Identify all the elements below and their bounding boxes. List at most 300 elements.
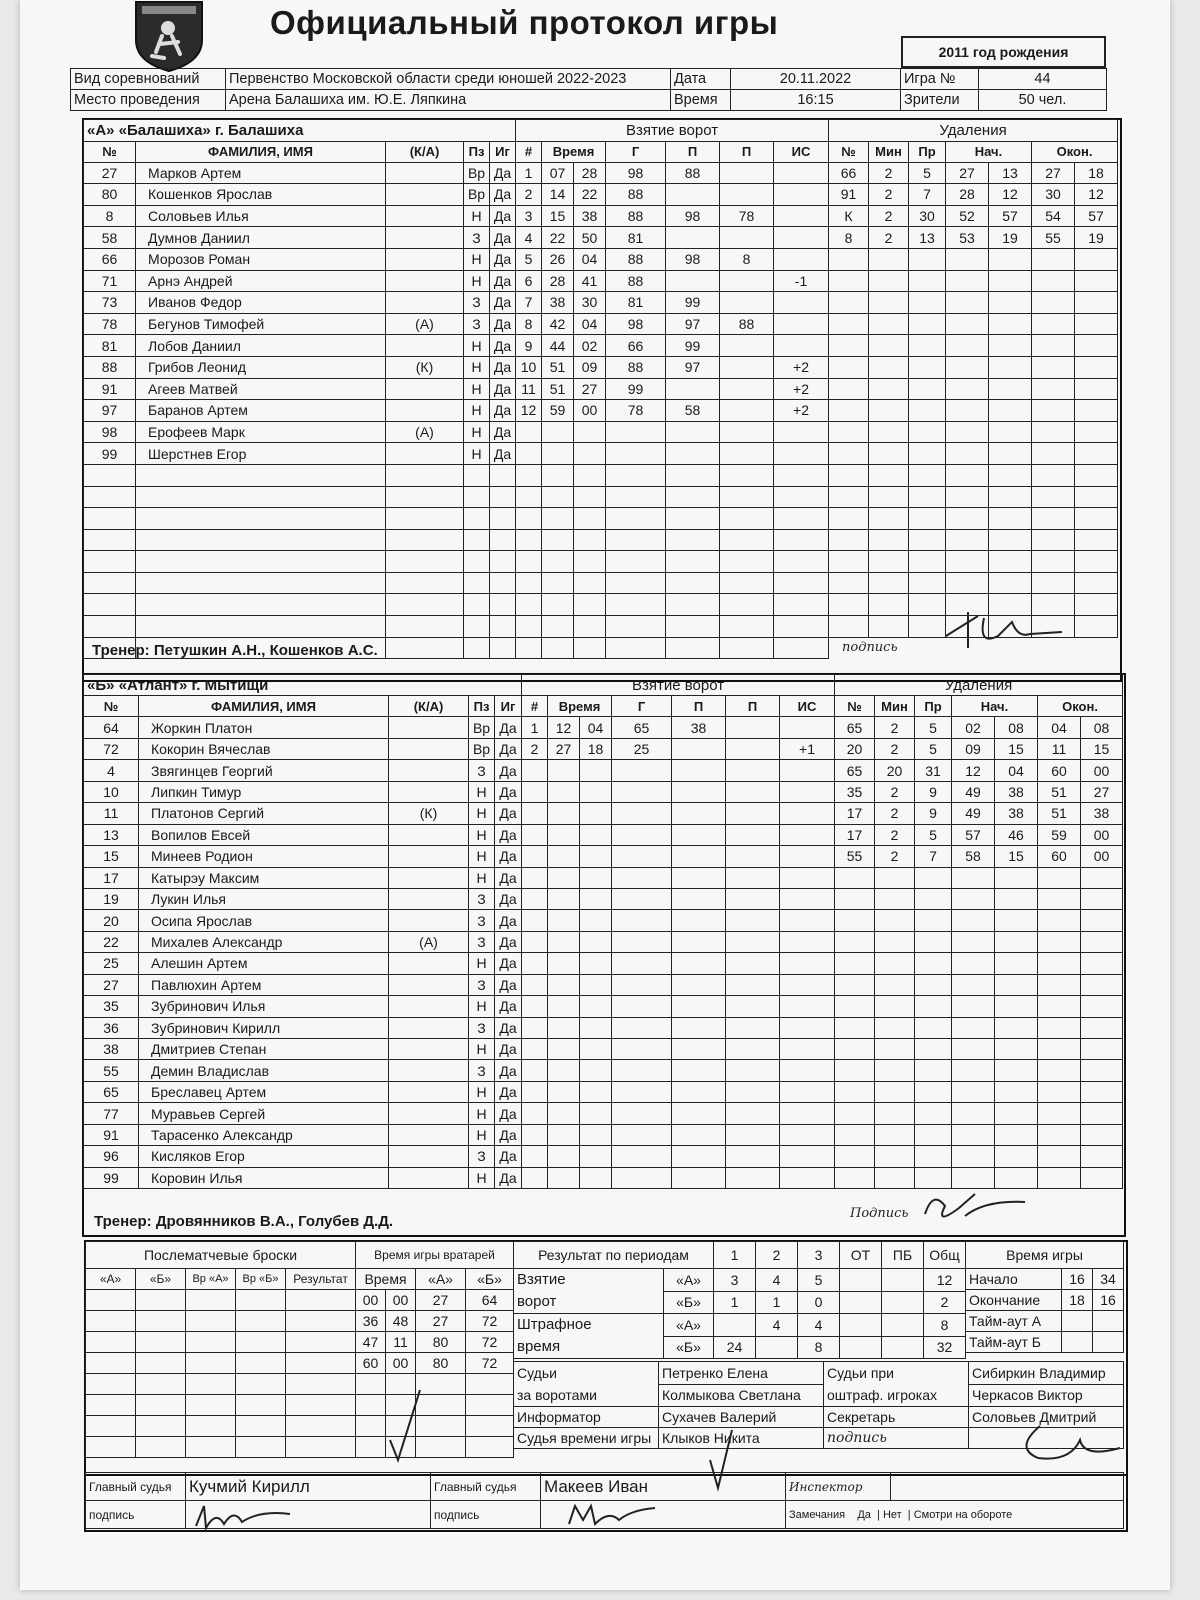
goal-strength [780,910,835,931]
penalty-start-min [946,378,989,400]
col-captain: (К/А) [386,141,464,162]
penalty-end-min: 51 [1038,781,1081,802]
player-role [389,867,469,888]
player-number: 25 [84,953,139,974]
penalty-minutes: 2 [869,162,909,184]
goal-minute [548,996,580,1017]
shootout-a [86,1290,136,1311]
goal-row [516,356,829,378]
col-pen-end: Окон. [1032,141,1118,162]
penalty-start-sec [995,996,1038,1017]
penalty-start-min [952,1039,995,1060]
penalty-row [829,356,1118,378]
player-name: Марков Артем [136,162,386,184]
goal-number [516,594,542,616]
goal-minute: 44 [542,335,574,357]
player-position: Н [469,1167,495,1188]
player-role [386,616,464,638]
penalty-end-min [1038,1146,1081,1167]
goal-row [522,1124,835,1145]
remarks-cell: Замечания Да | Нет | Смотри на обороте [786,1501,1124,1529]
shootout-col-result: Результат [286,1269,356,1290]
player-position: З [469,1017,495,1038]
shootout-row [86,1290,356,1311]
penalty-end-min [1038,1167,1081,1188]
player-position: Н [469,1039,495,1060]
penalty-row [835,717,1123,738]
penalty-end-min [1038,1124,1081,1145]
penalty-end-sec [1075,356,1118,378]
goal-number [516,551,542,573]
goal-row [516,616,829,638]
shootout-col-b: «Б» [136,1269,186,1290]
gk-minute: 00 [356,1290,386,1311]
penalty-minutes: 2 [875,738,915,759]
goal-assist-2 [726,824,780,845]
player-role [389,1103,469,1124]
goal-number [522,974,548,995]
penalty-row [835,738,1123,759]
penalty-minutes [875,1081,915,1102]
col-assist-1: П [672,696,726,717]
team-a-goals [515,119,829,659]
player-name: Кошенков Ярослав [136,184,386,206]
goal-strength: +2 [774,356,829,378]
player-name: Арнэ Андрей [136,270,386,292]
penalty-end-sec [1081,1124,1123,1145]
penalty-start-sec [995,1017,1038,1038]
goal-strength [774,464,829,486]
goal-assist-2: 8 [720,248,774,270]
penalty-end-sec [1081,1039,1123,1060]
goal-number: 10 [516,356,542,378]
player-row [84,867,522,888]
player-role: (К) [386,356,464,378]
goal-number: 1 [522,717,548,738]
goals-a-so [882,1269,924,1292]
spectators-label: Зрители [901,90,979,111]
shootout-result [286,1416,356,1437]
penalty-code [909,292,946,314]
player-number: 72 [84,738,139,759]
penalty-code: 30 [909,205,946,227]
goal-assist-1: 98 [666,205,720,227]
informer: Сухачев Валерий [659,1407,824,1428]
player-position: Н [464,248,490,270]
player-name: Лукин Илья [139,888,389,909]
penalty-end-min: 30 [1032,184,1075,206]
player-role [386,637,464,659]
player-position: Н [464,421,490,443]
team-a-roster [83,119,516,659]
goal-number: 7 [516,292,542,314]
penalty-minutes [869,292,909,314]
goal-number [522,1167,548,1188]
goal-scorer [606,443,666,465]
goal-assist-1 [672,1103,726,1124]
goal-number [522,1124,548,1145]
goal-scorer: 88 [606,248,666,270]
goal-second [580,996,612,1017]
penalty-code [909,248,946,270]
shootout-b [136,1374,186,1395]
player-number: 96 [84,1146,139,1167]
player-position [464,572,490,594]
player-row [84,781,522,802]
player-name: Минеев Родион [139,846,389,867]
goals-title: Взятие ворот [516,120,829,142]
goal-strength [774,248,829,270]
player-played: Да [490,227,516,249]
goal-scorer [606,529,666,551]
penalty-code [915,1060,952,1081]
penalty-player [829,356,869,378]
penalty-end-min [1038,1039,1081,1060]
penalty-start-min [952,974,995,995]
player-played: Да [495,1017,522,1038]
penalty-end-sec: 00 [1081,846,1123,867]
penalty-player: 55 [835,846,875,867]
penalty-start-min: 53 [946,227,989,249]
penalty-player [829,400,869,422]
penalty-row [835,888,1123,909]
player-row [84,824,522,845]
player-position: З [469,888,495,909]
penalty-player [835,1017,875,1038]
goal-strength [774,551,829,573]
goal-scorer [612,846,672,867]
team-b-signature [915,1186,1035,1228]
penalty-minutes [875,1146,915,1167]
penalty-box-judge-1: Сибиркин Владимир [969,1362,1124,1385]
player-played [490,486,516,508]
goal-assist-2 [720,227,774,249]
goal-assist-2 [720,464,774,486]
goal-minute [548,931,580,952]
hockey-player-shield-icon [132,0,206,72]
player-played: Да [495,867,522,888]
player-name: Алешин Артем [139,953,389,974]
player-position: З [469,760,495,781]
goal-minute: 26 [542,248,574,270]
header-table [70,68,1107,111]
goalie-time-row [356,1311,514,1332]
penalty-minutes [869,313,909,335]
goal-number: 11 [516,378,542,400]
penalty-minutes: 2 [875,781,915,802]
penalty-code [909,551,946,573]
player-row [84,974,522,995]
goal-strength [780,1146,835,1167]
penalty-end-sec [1081,867,1123,888]
player-name: Соловьев Илья [136,205,386,227]
player-role [389,760,469,781]
goal-row [522,846,835,867]
col-scorer: Г [612,696,672,717]
player-name: Зубринович Илья [139,996,389,1017]
goal-number: 3 [516,205,542,227]
player-name: Демин Владислав [139,1060,389,1081]
penalty-end-min: 55 [1032,227,1075,249]
goal-assist-1 [672,867,726,888]
player-position: З [469,1146,495,1167]
penalty-player: 35 [835,781,875,802]
player-role [386,508,464,530]
player-row [84,1103,522,1124]
penalty-box-judges-label: Судьи при оштраф. игроках [824,1362,969,1407]
player-played: Да [495,824,522,845]
player-number: 17 [84,867,139,888]
penalty-player: 17 [835,803,875,824]
pim-b-p3: 8 [798,1336,840,1359]
penalty-row [835,1103,1123,1124]
penalty-player [829,572,869,594]
goal-second: 50 [574,227,606,249]
secretary-signature [1010,1418,1130,1468]
goal-assist-1 [672,996,726,1017]
player-number: 88 [84,356,136,378]
player-role [386,486,464,508]
penalty-code [909,443,946,465]
penalty-end-sec [1075,464,1118,486]
goal-assist-2 [726,931,780,952]
goal-judge-2: Колмыкова Светлана [659,1384,824,1407]
goal-row [516,313,829,335]
goal-number [516,637,542,659]
shootout-a [86,1395,136,1416]
col-pen-minutes: Мин [869,141,909,162]
penalty-end-sec [1075,529,1118,551]
col-number: № [84,141,136,162]
penalty-end-min [1038,1103,1081,1124]
team-b-penalties [834,674,1123,1189]
penalty-player [835,910,875,931]
goal-minute [548,867,580,888]
player-role [386,443,464,465]
goal-second [580,781,612,802]
goal-strength [774,508,829,530]
goal-minute [542,443,574,465]
penalty-start-sec [995,1103,1038,1124]
player-row [84,508,516,530]
goal-second [580,1060,612,1081]
penalty-row [835,1039,1123,1060]
goal-number [516,572,542,594]
player-row [84,594,516,616]
penalty-player [835,1124,875,1145]
player-name: Тарасенко Александр [139,1124,389,1145]
goal-row [522,974,835,995]
period-1: 1 [714,1242,756,1269]
goal-assist-2 [720,184,774,206]
player-role: (А) [386,313,464,335]
team-a-sign-label: подпись [842,640,898,655]
penalty-player: 65 [835,760,875,781]
remarks-see-back: Смотри на обороте [913,1508,1013,1521]
col-assist-1: П [666,141,720,162]
penalty-end-min: 59 [1038,824,1081,845]
goal-strength [780,803,835,824]
goal-scorer [612,867,672,888]
goal-second [574,443,606,465]
goal-assist-1: 99 [666,292,720,314]
team-b-name: «Б» «Атлант» г. Мытищи [84,675,522,696]
player-played: Да [495,974,522,995]
pim-a-p1 [714,1314,756,1337]
shootout-gk-b [236,1374,286,1395]
goal-number [522,1081,548,1102]
col-pen-code: Пр [909,141,946,162]
penalty-start-min [946,486,989,508]
player-position: З [469,910,495,931]
goal-strength: +2 [774,400,829,422]
player-position: Н [464,270,490,292]
player-role [386,378,464,400]
penalty-start-min [946,356,989,378]
player-name: Зубринович Кирилл [139,1017,389,1038]
shootout-row [86,1311,356,1332]
penalty-start-min [946,529,989,551]
player-position: З [469,1060,495,1081]
goal-minute [542,551,574,573]
player-played: Да [495,846,522,867]
player-row [84,335,516,357]
goal-minute [542,421,574,443]
goal-assist-2 [726,1124,780,1145]
goal-row [516,335,829,357]
goals-b-p3: 0 [798,1291,840,1314]
goal-row [516,184,829,206]
goal-minute [542,508,574,530]
penalty-minutes [869,616,909,638]
shootout-gk-a [186,1437,236,1458]
goal-assist-1 [672,824,726,845]
player-role [386,572,464,594]
penalty-end-min [1038,1060,1081,1081]
date-label: Дата [671,69,731,90]
period-so: ПБ [882,1242,924,1269]
goal-assist-1 [672,1167,726,1188]
player-played: Да [490,443,516,465]
penalty-end-min [1032,356,1075,378]
player-name [136,508,386,530]
player-number: 4 [84,760,139,781]
penalty-code: 9 [915,803,952,824]
player-role [389,1124,469,1145]
pim-a-p2: 4 [756,1314,798,1337]
penalty-player [835,931,875,952]
shootout-gk-a [186,1332,236,1353]
penalty-player [835,974,875,995]
player-row [84,270,516,292]
goal-number: 2 [516,184,542,206]
goal-second [580,1103,612,1124]
shootout-col-a: «А» [86,1269,136,1290]
penalty-start-sec [989,292,1032,314]
penalty-end-sec [1075,486,1118,508]
player-number [84,529,136,551]
penalty-end-min [1032,292,1075,314]
goal-row [516,400,829,422]
player-row [84,248,516,270]
goal-assist-1 [666,184,720,206]
gk-second: 00 [386,1290,416,1311]
goal-row [516,227,829,249]
penalty-start-sec [995,1124,1038,1145]
player-role [389,717,469,738]
player-number [84,616,136,638]
shootout-row [86,1332,356,1353]
goal-second: 04 [574,313,606,335]
goal-number [522,888,548,909]
player-name: Грибов Леонид [136,356,386,378]
shootout-col-gk-a: Вр «А» [186,1269,236,1290]
penalty-player: К [829,205,869,227]
penalty-start-sec [989,421,1032,443]
penalty-start-sec [989,443,1032,465]
penalty-start-min [952,867,995,888]
player-number: 66 [84,248,136,270]
penalty-minutes: 2 [869,205,909,227]
goal-assist-1: 38 [672,717,726,738]
penalty-start-sec: 04 [995,760,1038,781]
penalty-code: 9 [915,781,952,802]
penalty-minutes [875,1039,915,1060]
penalty-row [835,974,1123,995]
penalty-code [909,313,946,335]
penalty-end-min [1038,1017,1081,1038]
penalty-row [835,867,1123,888]
col-played: Иг [490,141,516,162]
penalty-minutes: 2 [875,824,915,845]
player-played [490,464,516,486]
gk-second: 00 [386,1353,416,1374]
goal-minute [542,594,574,616]
goal-row [522,931,835,952]
goal-row [516,637,829,659]
shootout-table [85,1241,356,1458]
player-name: Кисляков Егор [139,1146,389,1167]
goal-minute [542,464,574,486]
penalty-start-min [952,1081,995,1102]
goal-second [574,486,606,508]
goal-number: 1 [516,162,542,184]
goal-row [522,1039,835,1060]
team-a-coach: Тренер: Петушкин А.Н., Кошенков А.С. [92,642,378,659]
penalty-row [835,1060,1123,1081]
penalty-start-min [952,1060,995,1081]
goal-strength [774,486,829,508]
goal-scorer: 66 [606,335,666,357]
player-name: Жоркин Платон [139,717,389,738]
penalty-minutes [875,1060,915,1081]
penalty-start-min [952,910,995,931]
player-played: Да [495,760,522,781]
goal-strength [774,572,829,594]
goal-assist-1 [672,1060,726,1081]
col-goal-time: Время [548,696,612,717]
goal-second [580,953,612,974]
goals-b-ot [840,1291,882,1314]
player-role [386,248,464,270]
player-position: Н [464,205,490,227]
goal-row [522,760,835,781]
penalty-player: 66 [829,162,869,184]
gk-team-b: 72 [466,1332,514,1353]
player-number: 55 [84,1060,139,1081]
player-role [389,953,469,974]
penalty-code: 5 [909,162,946,184]
